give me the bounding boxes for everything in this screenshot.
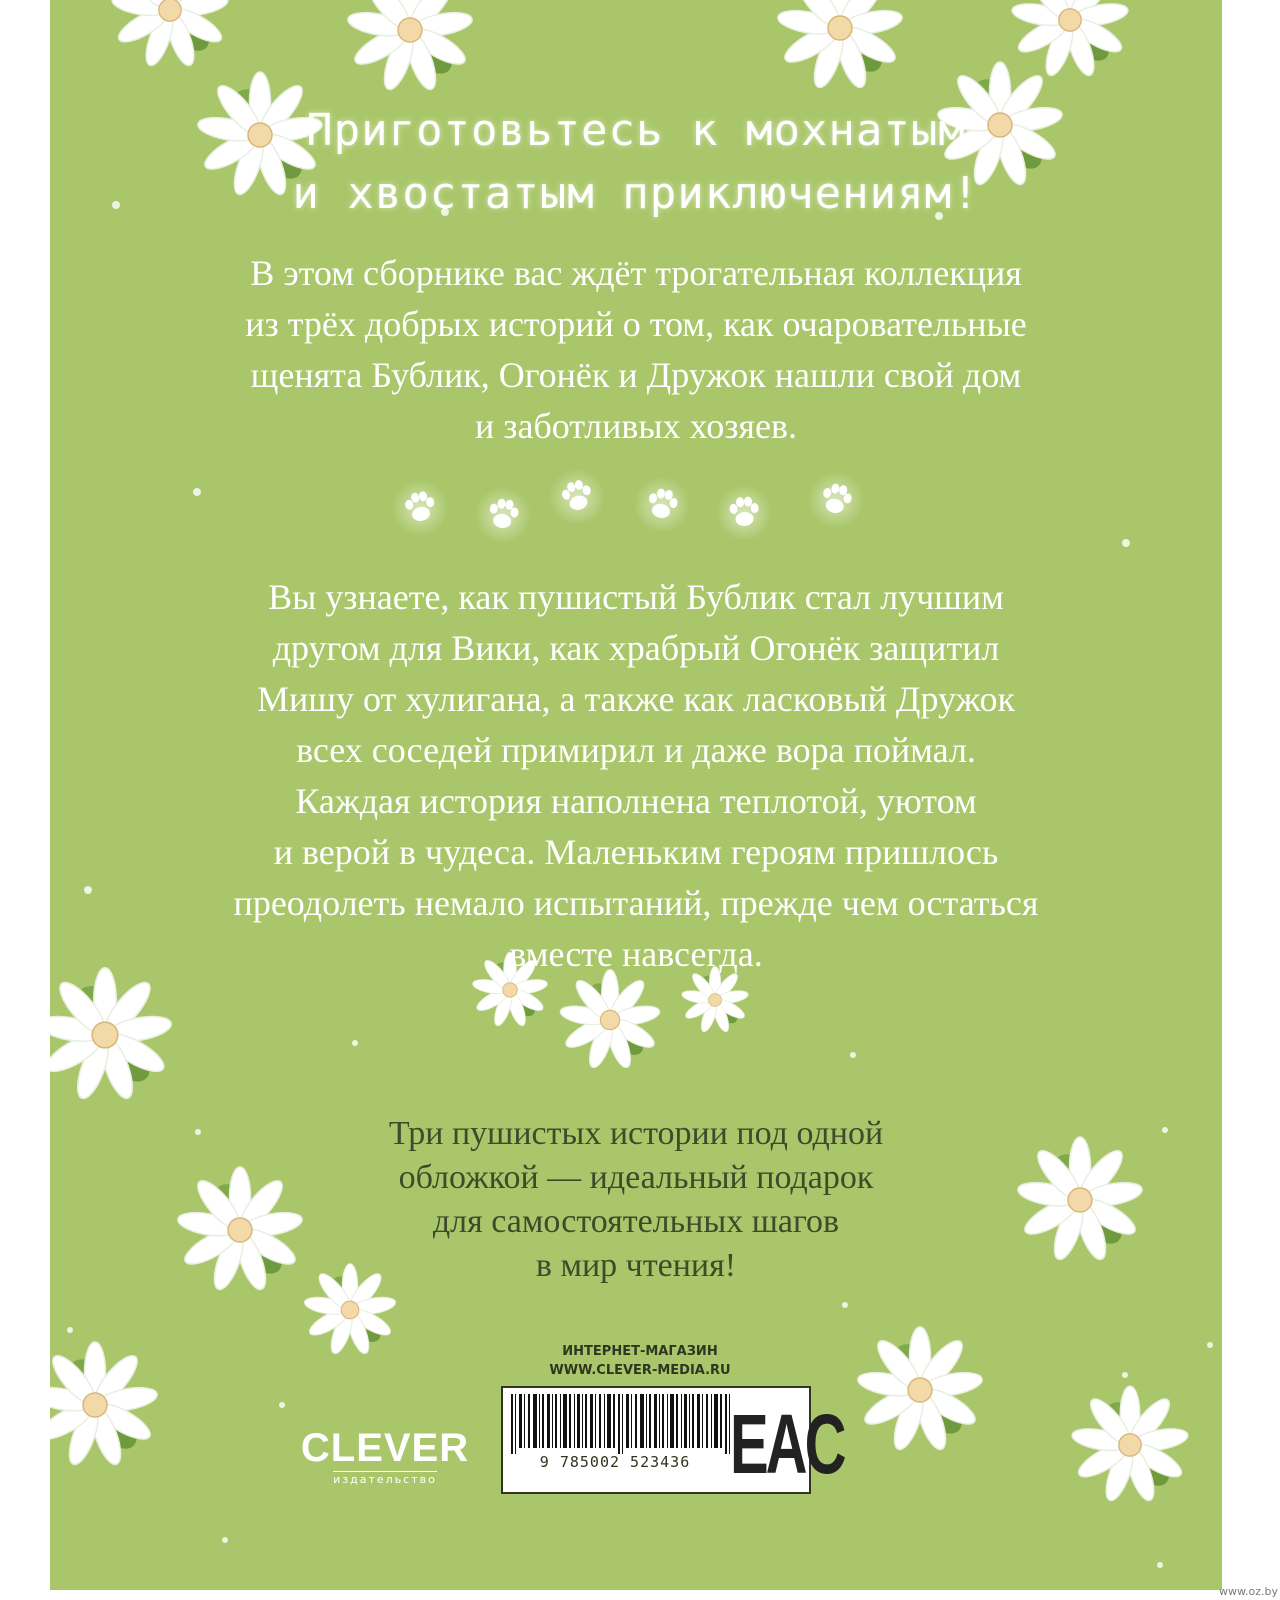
tagline-line: Три пушистых истории под одной [388,1115,884,1152]
daisy-icon [50,968,173,1102]
intro-line: В этом сборнике вас ждёт трогательная коллекция [250,253,1022,293]
tagline-line: обложкой — идеальный подарок [398,1159,874,1196]
daisy-icon [1010,0,1129,79]
intro-line: щенята Бублик, Огонёк и Дружок нашли свой дом [250,355,1022,395]
paw-print-icon [475,487,531,543]
body-line: Мишу от хулигана, а также как ласковый Дружок [256,679,1016,719]
body-line: и верой в чудеса. Маленьким героям пришлось [273,832,999,872]
watermark: www.oz.by [1219,1585,1278,1598]
book-back-cover [50,0,1222,1590]
body-line: всех соседей примирил и даже вора поймал. [296,730,976,770]
paw-print-icon [392,480,448,536]
paw-print-icon [549,469,605,525]
tagline-line: в мир чтения! [535,1247,737,1284]
paw-print-icon [634,477,690,533]
daisy-icon [1070,1386,1189,1503]
heading-line-2: и хвостатым приключениям! [292,168,980,219]
publisher-subtitle: издательство [333,1473,437,1486]
body-line: преодолеть немало испытаний, прежде чем остаться [233,883,1039,923]
daisy-icon [50,1342,159,1468]
tagline-paragraph [110,1112,1162,1288]
daisy-icon [776,0,904,91]
daisy-icon [110,0,229,69]
daisy-icon [856,1327,984,1453]
body-line: Вы узнаете, как пушистый Бублик стал лучшим [268,577,1004,617]
intro-line: из трёх добрых историй о том, как очаровательные [245,304,1027,344]
intro-line: и заботливых хозяев. [475,406,797,446]
publisher-logo [295,1428,475,1487]
body-line: другом для Вики, как храбрый Огонёк защитил [272,628,1000,668]
paw-print-icon [716,485,772,541]
barcode-icon [511,1394,737,1454]
isbn-number: 9 785002 523436 [539,1453,691,1471]
store-label: ИНТЕРНЕТ-МАГАЗИН [562,1344,718,1359]
online-store-info [520,1342,760,1380]
intro-paragraph [110,248,1162,452]
tagline-line: для самостоятельных шагов [432,1203,840,1240]
body-line: вместе навсегда. [509,934,763,974]
body-paragraph [110,572,1162,980]
heading-line-1: Приготовьтесь к мохнатым [306,105,966,156]
daisy-icon [559,970,661,1071]
store-url: WWW.CLEVER-MEDIA.RU [549,1363,731,1378]
daisy-icon [346,0,474,93]
eac-mark: EAC [730,1397,844,1492]
paw-print-icon [808,472,864,528]
publisher-brand: CLEVER [300,1426,470,1470]
body-line: Каждая история наполнена теплотой, уютом [295,781,977,821]
